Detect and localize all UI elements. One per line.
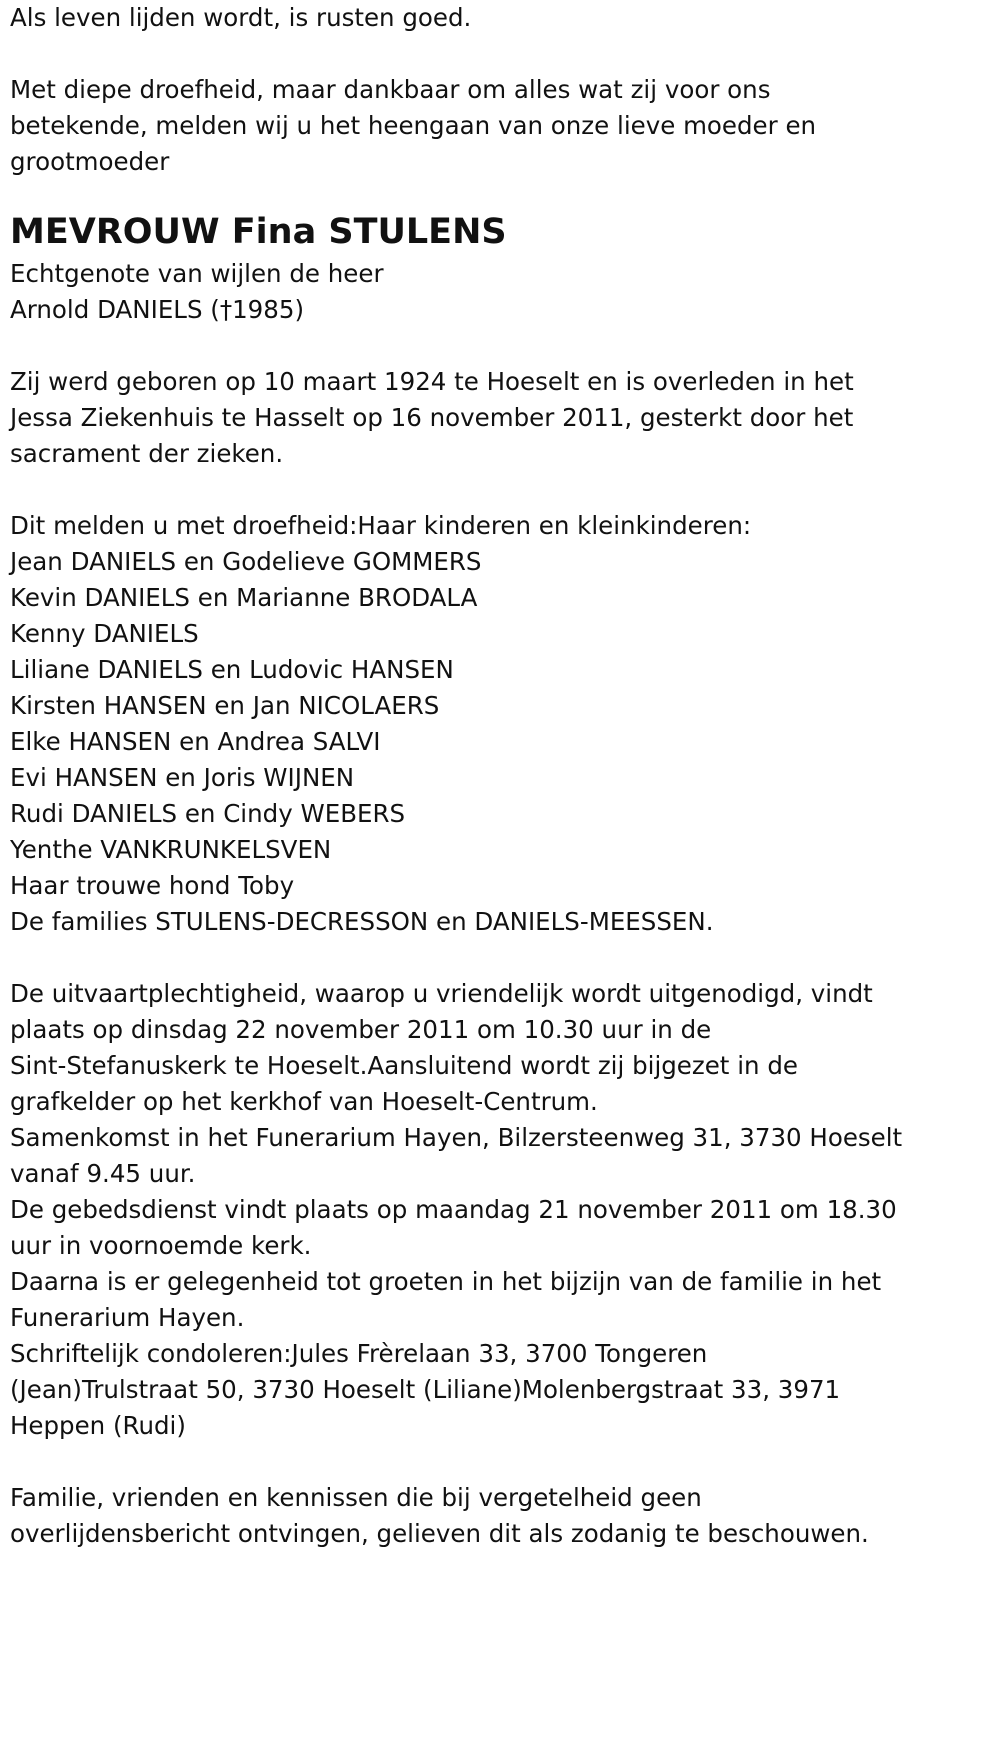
closing-paragraph [10, 1480, 995, 1552]
family-member: Jean DANIELS en Godelieve GOMMERS [10, 547, 482, 576]
spacer [10, 1444, 995, 1480]
ceremony-line: vanaf 9.45 uur. [10, 1159, 196, 1188]
family-member: Liliane DANIELS en Ludovic HANSEN [10, 655, 454, 684]
announcement-line: Met diepe droefheid, maar dankbaar om alles wat zij voor ons [10, 75, 771, 104]
closing-line: Familie, vrienden en kennissen die bij vergetelheid geen [10, 1483, 702, 1512]
family-member: Rudi DANIELS en Cindy WEBERS [10, 799, 406, 828]
ceremony-line: plaats op dinsdag 22 november 2011 om 10.30 uur in de [10, 1015, 712, 1044]
spacer [10, 36, 995, 72]
announcement-line: betekende, melden wij u het heengaan van onze lieve moeder en [10, 111, 817, 140]
family-member: De families STULENS-DECRESSON en DANIELS-MEESSEN. [10, 907, 714, 936]
ceremony-paragraph [10, 976, 995, 1444]
ceremony-line: Funerarium Hayen. [10, 1303, 245, 1332]
family-intro: Dit melden u met droefheid:Haar kinderen en kleinkinderen: [10, 511, 752, 540]
family-member: Kevin DANIELS en Marianne BRODALA [10, 583, 478, 612]
ceremony-line: De uitvaartplechtigheid, waarop u vriendelijk wordt uitgenodigd, vindt [10, 979, 873, 1008]
announcement-paragraph [10, 72, 995, 180]
closing-line: overlijdensbericht ontvingen, gelieven dit als zodanig te beschouwen. [10, 1519, 869, 1548]
ceremony-line: Daarna is er gelegenheid tot groeten in het bijzijn van de familie in het [10, 1267, 882, 1296]
spouse-info [10, 256, 995, 328]
ceremony-line: Heppen (Rudi) [10, 1411, 186, 1440]
ceremony-line: Sint-Stefanuskerk te Hoeselt.Aansluitend wordt zij bijgezet in de [10, 1051, 798, 1080]
birth-death-line: Zij werd geboren op 10 maart 1924 te Hoeselt en is overleden in het [10, 367, 854, 396]
spacer [10, 940, 995, 976]
family-member: Elke HANSEN en Andrea SALVI [10, 727, 381, 756]
ceremony-line: grafkelder op het kerkhof van Hoeselt-Centrum. [10, 1087, 598, 1116]
ceremony-line: Samenkomst in het Funerarium Hayen, Bilzersteenweg 31, 3730 Hoeselt [10, 1123, 903, 1152]
spouse-line: Echtgenote van wijlen de heer [10, 259, 384, 288]
spouse-line: Arnold DANIELS (†1985) [10, 295, 304, 324]
ceremony-line: (Jean)Trulstraat 50, 3730 Hoeselt (Liliane)Molenbergstraat 33, 3971 [10, 1375, 841, 1404]
family-member: Haar trouwe hond Toby [10, 871, 295, 900]
obituary-notice [10, 0, 995, 1552]
ceremony-line: Schriftelijk condoleren:Jules Frèrelaan 33, 3700 Tongeren [10, 1339, 708, 1368]
family-member: Evi HANSEN en Joris WIJNEN [10, 763, 355, 792]
opening-quote: Als leven lijden wordt, is rusten goed. [10, 3, 472, 32]
birth-death-line: sacrament der zieken. [10, 439, 284, 468]
birth-death-line: Jessa Ziekenhuis te Hasselt op 16 november 2011, gesterkt door het [10, 403, 854, 432]
ceremony-line: De gebedsdienst vindt plaats op maandag 21 november 2011 om 18.30 [10, 1195, 897, 1224]
spacer [10, 472, 995, 508]
spacer [10, 328, 995, 364]
announcement-line: grootmoeder [10, 147, 170, 176]
family-member: Kenny DANIELS [10, 619, 199, 648]
family-member: Yenthe VANKRUNKELSVEN [10, 835, 332, 864]
family-member: Kirsten HANSEN en Jan NICOLAERS [10, 691, 440, 720]
ceremony-line: uur in voornoemde kerk. [10, 1231, 312, 1260]
family-list [10, 544, 995, 940]
deceased-name: MEVROUW Fina STULENS [10, 212, 507, 252]
birth-death-paragraph [10, 364, 995, 472]
